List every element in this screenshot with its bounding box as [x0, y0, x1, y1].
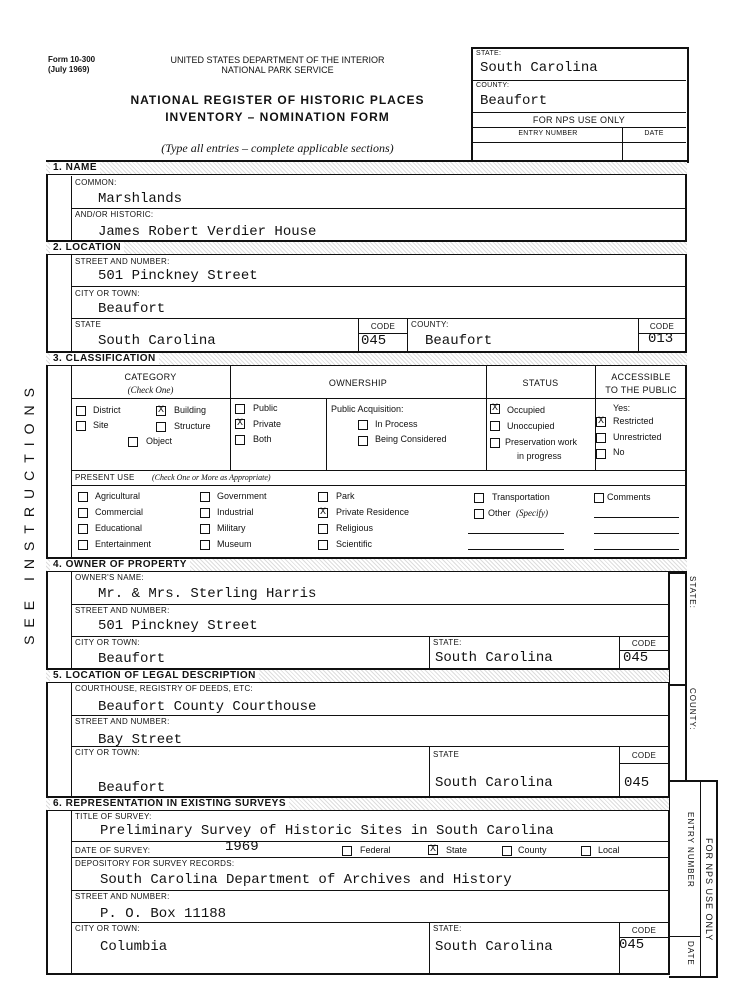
- county-survey-label: County: [518, 845, 547, 855]
- religious-label: Religious: [336, 523, 374, 533]
- location-street-label: STREET AND NUMBER:: [75, 257, 170, 266]
- commercial-checkbox[interactable]: [78, 508, 88, 518]
- depository-value: South Carolina Department of Archives and History: [100, 872, 512, 888]
- common-name-value: Marshlands: [98, 191, 183, 207]
- historic-label: AND/OR HISTORIC:: [75, 210, 154, 219]
- public-acquisition-label: Public Acquisition:: [331, 404, 404, 414]
- common-label: COMMON:: [75, 178, 117, 187]
- form-date: (July 1969): [48, 65, 90, 74]
- service-name: NATIONAL PARK SERVICE: [221, 65, 334, 75]
- side-state-label: STATE:: [688, 576, 697, 609]
- both-label: Both: [253, 434, 272, 444]
- district-checkbox[interactable]: [76, 406, 86, 416]
- location-county-code: 013: [648, 331, 674, 347]
- unoccupied-checkbox[interactable]: [490, 421, 500, 431]
- site-label: Site: [93, 420, 109, 430]
- location-county-label: COUNTY:: [411, 320, 449, 329]
- accessible-label-2: TO THE PUBLIC: [605, 385, 677, 395]
- public-label: Public: [253, 403, 278, 413]
- owner-state-label: STATE:: [433, 638, 462, 647]
- ownership-label: OWNERSHIP: [328, 378, 388, 388]
- scientific-checkbox[interactable]: [318, 540, 328, 550]
- building-label: Building: [174, 405, 207, 415]
- in-process-checkbox[interactable]: [358, 420, 368, 430]
- comments-label: Comments: [607, 492, 651, 502]
- structure-label: Structure: [174, 421, 211, 431]
- entry-number-label: ENTRY NUMBER: [518, 130, 578, 137]
- section-location-header: 2. LOCATION: [46, 240, 687, 255]
- owner-code-value: 045: [623, 650, 649, 666]
- object-checkbox[interactable]: [128, 437, 138, 447]
- survey-state-label: STATE:: [433, 924, 462, 933]
- section-classification-header: 3. CLASSIFICATION: [46, 351, 687, 366]
- survey-date-value: 1969: [225, 839, 259, 855]
- location-county-value: Beaufort: [425, 333, 493, 349]
- present-use-sub: (Check One or More as Appropriate): [152, 473, 271, 482]
- local-survey-checkbox[interactable]: [581, 846, 591, 856]
- educational-checkbox[interactable]: [78, 524, 88, 534]
- section-owner-header: 4. OWNER OF PROPERTY: [46, 557, 687, 572]
- transportation-checkbox[interactable]: [474, 493, 484, 503]
- industrial-checkbox[interactable]: [200, 508, 210, 518]
- legal-code-value: 045: [624, 775, 650, 791]
- transportation-label: Transportation: [492, 492, 550, 502]
- commercial-label: Commercial: [95, 507, 144, 517]
- survey-street-label: STREET AND NUMBER:: [75, 892, 170, 901]
- agency-name: UNITED STATES DEPARTMENT OF THE INTERIOR: [170, 55, 385, 65]
- government-checkbox[interactable]: [200, 492, 210, 502]
- owner-street-value: 501 Pinckney Street: [98, 618, 258, 634]
- religious-checkbox[interactable]: [318, 524, 328, 534]
- no-access-label: No: [613, 447, 625, 457]
- header-county-label: COUNTY:: [476, 82, 510, 89]
- other-checkbox[interactable]: [474, 509, 484, 519]
- date-label: DATE: [644, 130, 664, 137]
- side-county-label: COUNTY:: [688, 688, 697, 731]
- private-checkbox[interactable]: X: [236, 418, 243, 429]
- unoccupied-label: Unoccupied: [507, 421, 555, 431]
- courthouse-label: COURTHOUSE, REGISTRY OF DEEDS, ETC:: [75, 684, 254, 693]
- state-survey-checkbox[interactable]: X: [429, 844, 436, 855]
- legal-city-value: Beaufort: [98, 780, 166, 796]
- side-date-label: DATE: [686, 941, 695, 966]
- occupied-label: Occupied: [507, 405, 546, 415]
- other-label: Other: [488, 508, 511, 518]
- location-state-code-label: CODE: [370, 322, 396, 331]
- both-checkbox[interactable]: [235, 435, 245, 445]
- location-street-value: 501 Pinckney Street: [98, 268, 258, 284]
- survey-title-label: TITLE OF SURVEY:: [75, 812, 152, 821]
- being-considered-label: Being Considered: [375, 434, 447, 444]
- entertainment-checkbox[interactable]: [78, 540, 88, 550]
- form-number: Form 10-300: [48, 55, 96, 64]
- survey-title-value: Preliminary Survey of Historic Sites in South Carolina: [100, 823, 554, 839]
- survey-city-label: CITY OR TOWN:: [75, 924, 140, 933]
- agricultural-label: Agricultural: [95, 491, 141, 501]
- present-use-label: PRESENT USE: [75, 473, 135, 482]
- occupied-checkbox[interactable]: X: [491, 403, 498, 414]
- owner-code-label: CODE: [631, 639, 657, 648]
- form-subtitle: INVENTORY – NOMINATION FORM: [165, 110, 390, 124]
- preservation-label-1: Preservation work: [505, 437, 578, 447]
- federal-label: Federal: [360, 845, 391, 855]
- side-nps-label: FOR NPS USE ONLY: [704, 838, 714, 942]
- comments-checkbox[interactable]: [594, 493, 604, 503]
- section-name-header: 1. NAME: [46, 160, 687, 175]
- historic-name-value: James Robert Verdier House: [98, 224, 317, 240]
- being-considered-checkbox[interactable]: [358, 436, 368, 446]
- location-state-value: South Carolina: [98, 333, 216, 349]
- location-city-label: CITY OR TOWN:: [75, 289, 140, 298]
- section-surveys-header: 6. REPRESENTATION IN EXISTING SURVEYS: [46, 796, 669, 811]
- legal-street-value: Bay Street: [98, 732, 183, 748]
- public-checkbox[interactable]: [235, 404, 245, 414]
- restricted-label: Restricted: [613, 416, 654, 426]
- local-survey-label: Local: [598, 845, 620, 855]
- district-label: District: [93, 405, 121, 415]
- location-city-value: Beaufort: [98, 301, 166, 317]
- survey-code-value: 045: [619, 937, 645, 953]
- government-label: Government: [217, 491, 267, 501]
- owner-state-value: South Carolina: [435, 650, 553, 666]
- owner-name-value: Mr. & Mrs. Sterling Harris: [98, 586, 317, 602]
- private-residence-label: Private Residence: [336, 507, 410, 517]
- location-county-code-label: CODE: [649, 322, 675, 331]
- status-label: STATUS: [522, 378, 559, 388]
- unrestricted-label: Unrestricted: [613, 432, 662, 442]
- preservation-label-2: in progress: [517, 451, 562, 461]
- form-title: NATIONAL REGISTER OF HISTORIC PLACES: [130, 93, 425, 107]
- category-sub: (Check One): [127, 385, 174, 395]
- in-process-label: In Process: [375, 419, 418, 429]
- owner-city-label: CITY OR TOWN:: [75, 638, 140, 647]
- accessible-yes-label: Yes:: [613, 403, 631, 413]
- unrestricted-checkbox[interactable]: [596, 433, 606, 443]
- educational-label: Educational: [95, 523, 143, 533]
- entertainment-label: Entertainment: [95, 539, 152, 549]
- survey-street-value: P. O. Box 11188: [100, 906, 227, 922]
- legal-state-value: South Carolina: [435, 775, 553, 791]
- agricultural-checkbox[interactable]: [78, 492, 88, 502]
- legal-code-label: CODE: [631, 751, 657, 760]
- structure-checkbox[interactable]: [156, 422, 166, 432]
- legal-street-label: STREET AND NUMBER:: [75, 717, 170, 726]
- museum-checkbox[interactable]: [200, 540, 210, 550]
- location-state-label: STATE: [75, 320, 102, 329]
- side-entry-number-label: ENTRY NUMBER: [686, 812, 695, 888]
- location-state-code: 045: [361, 333, 387, 349]
- county-survey-checkbox[interactable]: [502, 846, 512, 856]
- survey-city-value: Columbia: [100, 939, 168, 955]
- other-specify-label: (Specify): [516, 508, 548, 518]
- military-checkbox[interactable]: [200, 524, 210, 534]
- nps-use-only-label: FOR NPS USE ONLY: [532, 115, 626, 125]
- preservation-checkbox[interactable]: [490, 438, 500, 448]
- industrial-label: Industrial: [217, 507, 254, 517]
- depository-label: DEPOSITORY FOR SURVEY RECORDS:: [75, 859, 235, 868]
- header-state-value: South Carolina: [480, 60, 598, 76]
- no-access-checkbox[interactable]: [596, 449, 606, 459]
- courthouse-value: Beaufort County Courthouse: [98, 699, 317, 715]
- park-checkbox[interactable]: [318, 492, 328, 502]
- category-label: CATEGORY: [124, 372, 177, 382]
- header-state-label: STATE:: [476, 50, 502, 57]
- park-label: Park: [336, 491, 355, 501]
- object-label: Object: [146, 436, 173, 446]
- federal-checkbox[interactable]: [342, 846, 352, 856]
- legal-state-label: STATE: [433, 750, 460, 759]
- site-checkbox[interactable]: [76, 421, 86, 431]
- section-legal-header: 5. LOCATION OF LEGAL DESCRIPTION: [46, 668, 669, 683]
- museum-label: Museum: [217, 539, 252, 549]
- owner-street-label: STREET AND NUMBER:: [75, 606, 170, 615]
- header-county-value: Beaufort: [480, 93, 548, 109]
- restricted-checkbox[interactable]: X: [597, 416, 604, 427]
- survey-state-value: South Carolina: [435, 939, 553, 955]
- survey-date-label: DATE OF SURVEY:: [75, 846, 151, 855]
- private-label: Private: [253, 419, 282, 429]
- legal-city-label: CITY OR TOWN:: [75, 748, 140, 757]
- state-survey-label: State: [446, 845, 468, 855]
- owner-city-value: Beaufort: [98, 651, 166, 667]
- see-instructions-side: SEE INSTRUCTIONS: [21, 380, 37, 645]
- survey-code-label: CODE: [631, 926, 657, 935]
- owner-name-label: OWNER'S NAME:: [75, 573, 144, 582]
- scientific-label: Scientific: [336, 539, 373, 549]
- building-checkbox[interactable]: X: [157, 405, 164, 416]
- military-label: Military: [217, 523, 246, 533]
- private-residence-checkbox[interactable]: X: [319, 507, 326, 518]
- instructions-text: (Type all entries – complete applicable sections): [161, 141, 394, 155]
- accessible-label-1: ACCESSIBLE: [611, 372, 671, 382]
